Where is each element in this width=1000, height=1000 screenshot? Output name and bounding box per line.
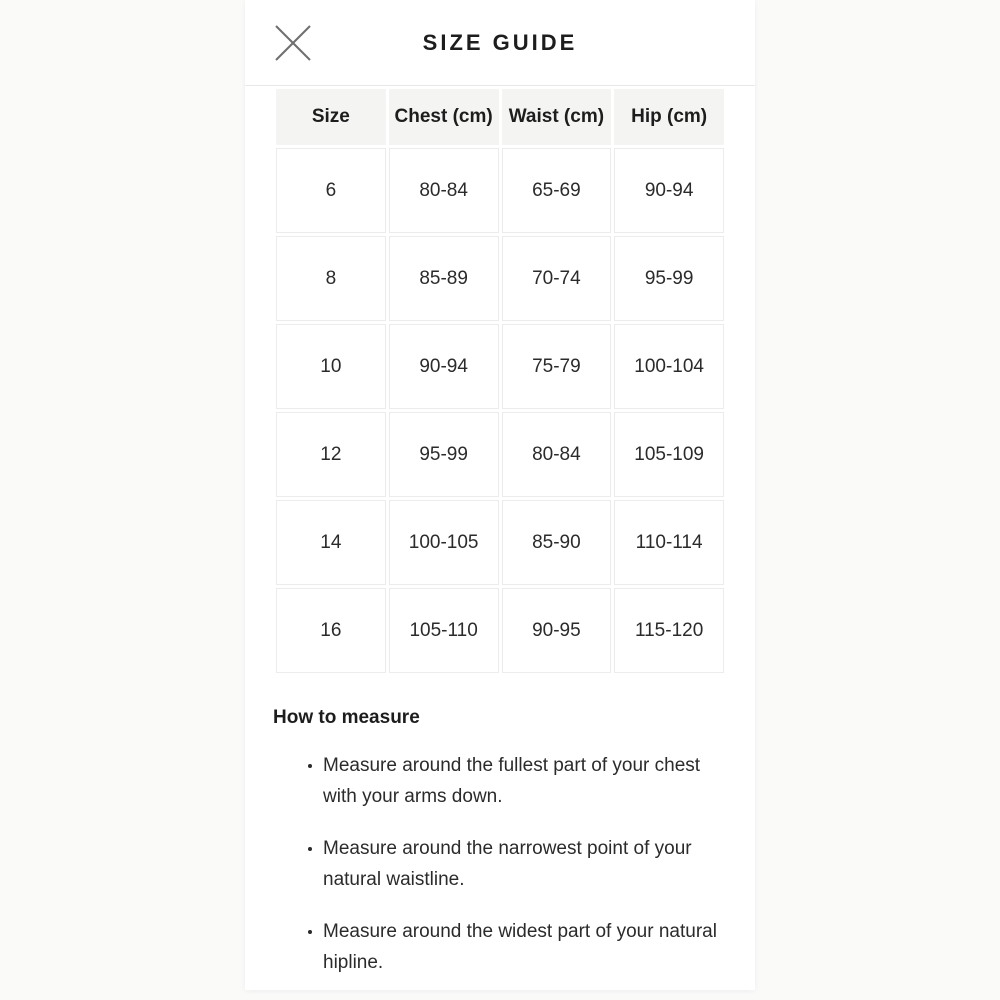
table-cell: 75-79 — [502, 324, 612, 409]
size-guide-modal — [245, 0, 755, 990]
table-cell: 90-94 — [389, 324, 499, 409]
measure-instructions-list — [273, 750, 727, 978]
bullet-dot — [308, 847, 312, 851]
size-table-body — [276, 148, 724, 673]
table-cell: 100-105 — [389, 500, 499, 585]
table-cell: 6 — [276, 148, 386, 233]
modal-header — [245, 0, 755, 86]
table-cell: 65-69 — [502, 148, 612, 233]
bullet-text: Measure around the widest part of your natural hipline. — [323, 921, 717, 973]
table-cell: 80-84 — [389, 148, 499, 233]
modal-title: SIZE GUIDE — [422, 30, 578, 55]
table-cell: 100-104 — [614, 324, 724, 409]
table-cell: 95-99 — [389, 412, 499, 497]
table-cell: 16 — [276, 588, 386, 673]
column-header-chest: Chest (cm) — [389, 89, 499, 145]
table-cell: 85-89 — [389, 236, 499, 321]
table-row — [276, 588, 724, 673]
table-cell: 85-90 — [502, 500, 612, 585]
table-cell: 12 — [276, 412, 386, 497]
table-cell: 10 — [276, 324, 386, 409]
modal-content — [245, 86, 755, 978]
table-row — [276, 148, 724, 233]
column-header-hip: Hip (cm) — [614, 89, 724, 145]
column-header-waist: Waist (cm) — [502, 89, 612, 145]
table-row — [276, 500, 724, 585]
size-table — [273, 86, 727, 676]
measure-instruction-item — [323, 833, 723, 895]
measure-instruction-item — [323, 916, 723, 978]
table-cell: 70-74 — [502, 236, 612, 321]
table-cell: 95-99 — [614, 236, 724, 321]
table-cell: 105-109 — [614, 412, 724, 497]
table-header-row — [276, 89, 724, 145]
table-cell: 80-84 — [502, 412, 612, 497]
how-to-measure-heading: How to measure — [273, 707, 420, 728]
table-cell: 90-94 — [614, 148, 724, 233]
bullet-text: Measure around the fullest part of your chest with your arms down. — [323, 755, 701, 807]
table-cell: 14 — [276, 500, 386, 585]
measure-instruction-item — [323, 750, 723, 812]
table-cell: 110-114 — [614, 500, 724, 585]
bullet-text: Measure around the narrowest point of your natural waistline. — [323, 838, 692, 890]
size-table-header — [276, 89, 724, 145]
table-cell: 8 — [276, 236, 386, 321]
table-cell: 115-120 — [614, 588, 724, 673]
table-row — [276, 236, 724, 321]
column-header-size: Size — [276, 89, 386, 145]
table-cell: 90-95 — [502, 588, 612, 673]
table-cell: 105-110 — [389, 588, 499, 673]
table-row — [276, 324, 724, 409]
bullet-dot — [308, 764, 312, 768]
table-row — [276, 412, 724, 497]
bullet-dot — [308, 930, 312, 934]
